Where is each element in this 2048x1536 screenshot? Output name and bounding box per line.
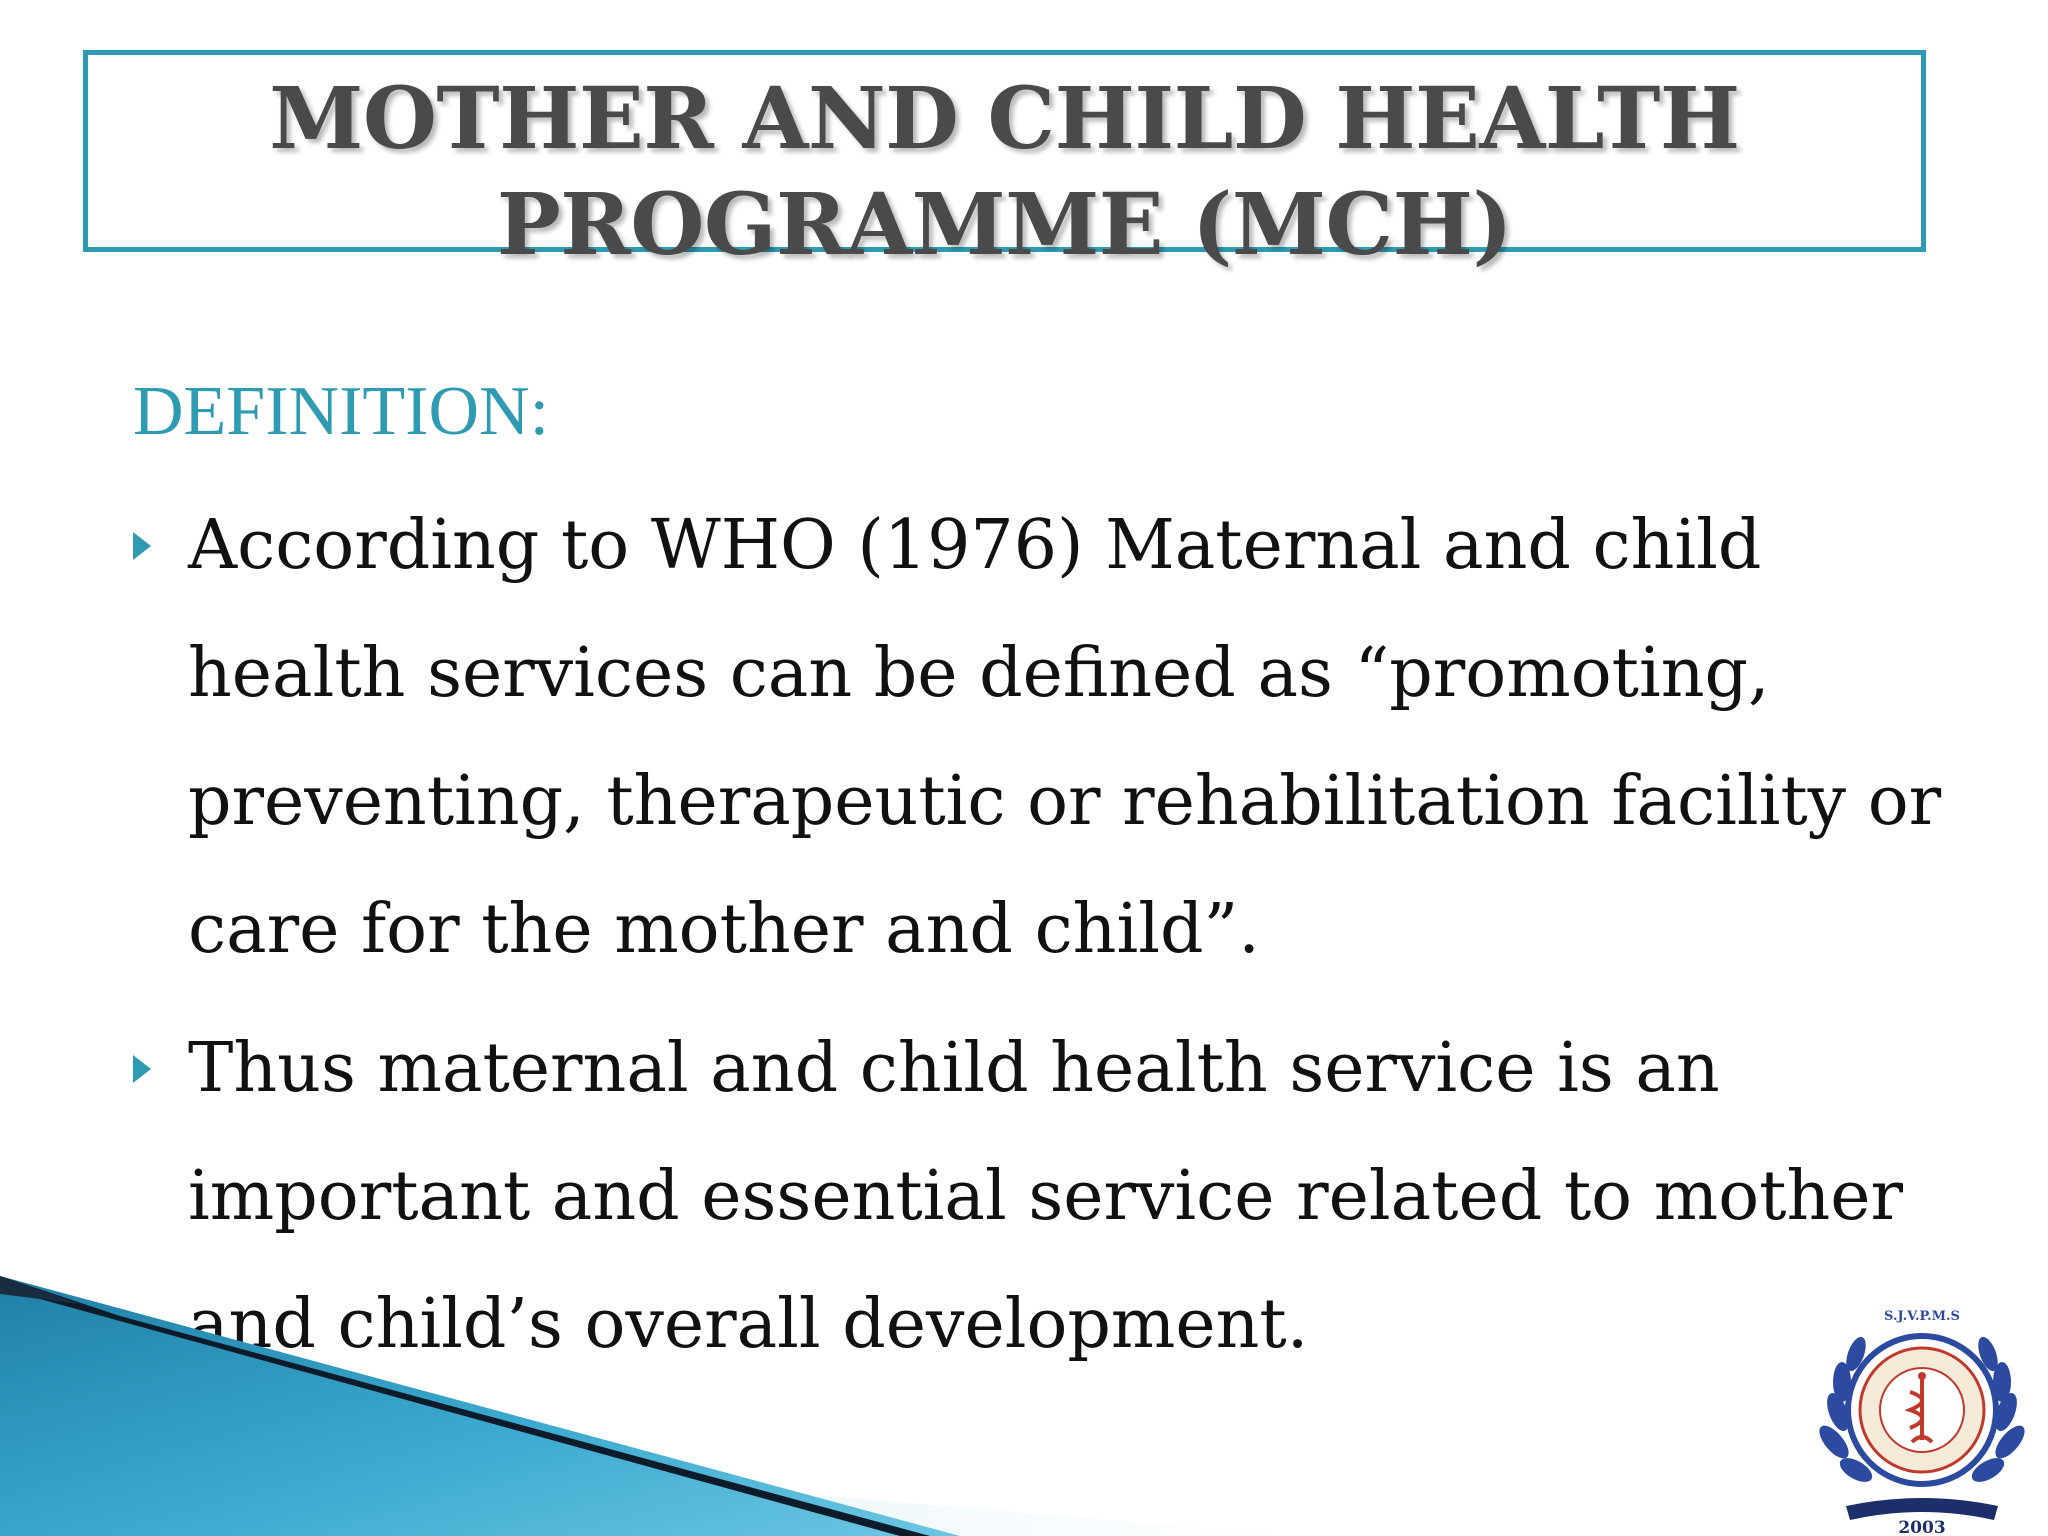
bullet-arrow-icon (133, 1055, 151, 1083)
bullet-text: Thus maternal and child health service is an important and essential service related to mother and child’s overall development. (188, 1029, 1904, 1364)
college-emblem-logo (1816, 1292, 2028, 1536)
slide-title (83, 66, 1926, 278)
bullet-arrow-icon (133, 532, 151, 560)
slide-title-line-2: PROGRAMME (MCH) (496, 175, 1513, 275)
logo-year: 2003 (1898, 1518, 1946, 1536)
logo-arc-text: S.J.V.P.M.S (1884, 1309, 1960, 1324)
slide-title-line-1: MOTHER AND CHILD HEALTH (269, 69, 1740, 169)
definition-heading: DEFINITION: (133, 373, 550, 450)
bullet-text: According to WHO (1976) Maternal and child health services can be defined as “promoting, preventing, therapeutic or rehabilitation facility or care for the mother and child”. (188, 506, 1942, 969)
corner-swoosh-decoration (0, 1276, 1300, 1536)
